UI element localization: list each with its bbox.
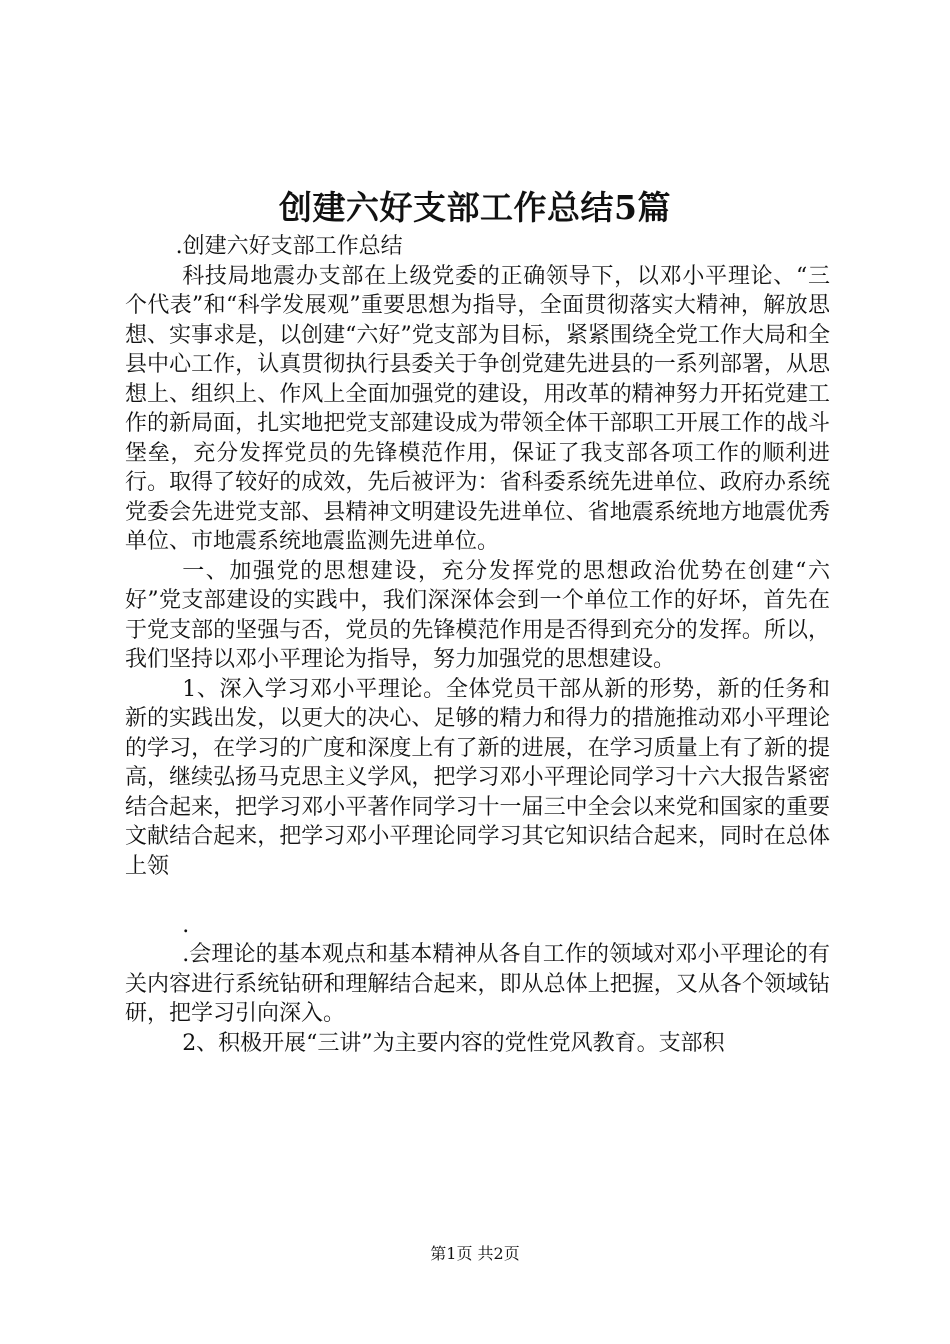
paragraph-gap: [125, 881, 830, 911]
section-heading: .创建六好支部工作总结: [175, 234, 403, 259]
body-paragraph: .会理论的基本观点和基本精神从各自工作的领域对邓小平理论的有关内容进行系统钻研和理解结合起来，即从总体上把握，又从各个领域钻研，把学习引向深入。: [125, 942, 830, 1026]
body-paragraph: 科技局地震办支部在上级党委的正确领导下，以邓小平理论、“三个代表”和“科学发展观”重要思想为指导，全面贯彻落实大精神，解放思想、实事求是，以创建“六好”党支部为目标，紧紧围绕全党工作大局和全县中心工作，认真贯彻执行县委关于争创党建先进县的一系列部署，从思想上、组织上、作风上全面加强党的建设，用改革的精神努力开拓党建工作的新局面，扎实地把党支部建设成为带领全体干部职工开展工作的战斗堡垒，充分发挥党员的先锋模范作用，保证了我支部各项工作的顺利进行。取得了较好的成效，先后被评为：省科委系统先进单位、政府办系统党委会先进党支部、县精神文明建设先进单位、省地震系统地方地震优秀单位、市地震系统地震监测先进单位。: [125, 263, 830, 554]
body-paragraph: 一、加强党的思想建设，充分发挥党的思想政治优势在创建“六好”党支部建设的实践中，我们深深体会到一个单位工作的好坏，首先在于党支部的坚强与否，党员的先锋模范作用是否得到充分的发挥。所以，我们坚持以邓小平理论为指导，努力加强党的思想建设。: [125, 558, 830, 672]
body-paragraph: 2、积极开展“三讲”为主要内容的党性党风教育。支部积: [182, 1030, 725, 1056]
page-footer: 第1页 共2页: [430, 1244, 520, 1263]
document-body: [125, 232, 830, 1058]
body-paragraph: 1、深入学习邓小平理论。全体党员干部从新的形势，新的任务和新的实践出发，以更大的决心、足够的精力和得力的措施推动邓小平理论的学习，在学习的广度和深度上有了新的进展，在学习质量上有了新的提高，继续弘扬马克思主义学风，把学习邓小平理论同学习十六大报告紧密结合起来，把学习邓小平著作同学习十一届三中全会以来党和国家的重要文献结合起来，把学习邓小平理论同学习其它知识结合起来，同时在总体上领: [125, 676, 830, 879]
dot-separator: .: [182, 912, 190, 938]
document-title: 创建六好支部工作总结5篇: [279, 188, 671, 227]
